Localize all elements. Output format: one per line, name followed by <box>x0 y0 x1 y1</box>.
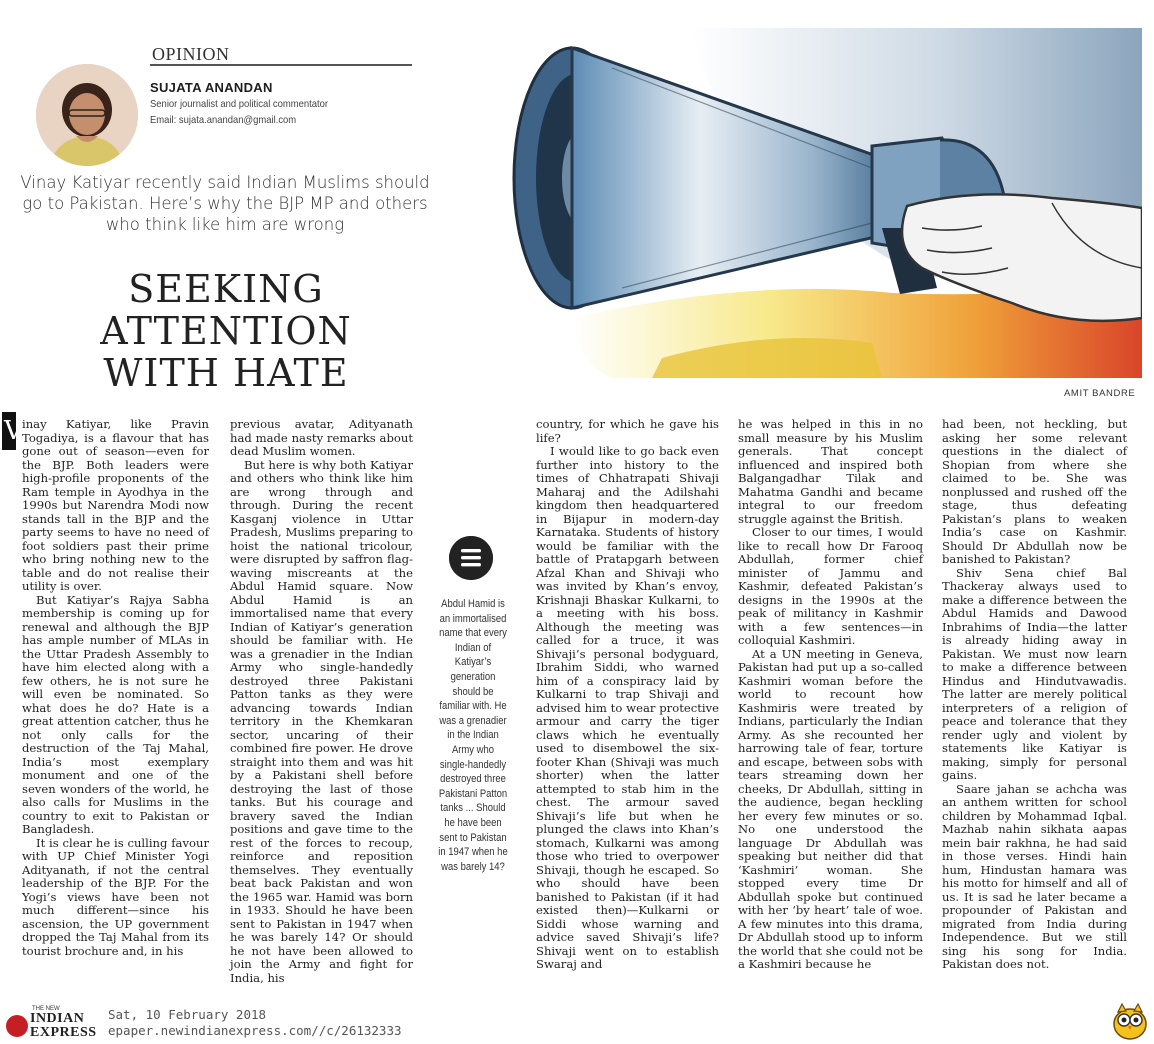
paragraph: inay Katiyar, like Pravin Togadiya, is a flavour that has gone out of season—even for the BJP. Both leaders were high-profile proponents of the Ram temple in Ayodhya in the 1990s but Narendra Modi now stands tall in the BJP and the party seems to have no need of foot soldiers past their prime who bring nothing new to the table and do not realise their utility is over. <box>22 417 209 593</box>
paragraph: But Katiyar’s Rajya Sabha membership is coming up for renewal and although the BJP has ample number of MLAs in the Uttar Pradesh Assembly to have him elected along with a few others, he is not sure he will even be nominated. So what does he do? Hate is a great attention catcher, thus he not only calls for the destruction of the Taj Mahal, India’s most exemplary monument and one of the seven wonders of the world, he also calls for Muslims in the country to exit to Pakistan or Bangladesh. <box>22 592 209 836</box>
author-role: Senior journalist and political commentator <box>150 98 329 110</box>
newspaper-logo[interactable] <box>30 1012 97 1040</box>
logo-line: INDIAN <box>30 1011 85 1026</box>
article-column-3 <box>536 418 719 972</box>
paragraph: At a UN meeting in Geneva, Pakistan had put up a so-called Kashmiri woman before the world to recount how Kashmiris were treated by Indians, particularly the Indian Army. As she recounted her harrowing tale of fear, torture and escape, between sobs with tears streaming down her cheeks, Dr Abdullah, sitting in the audience, began heckling her every few minutes or so. No one understood the language Dr Abdullah was speaking but neither did that ‘Kashmiri’ woman. She stopped every time Dr Abdullah spoke but continued with her ‘by heart’ tale of woe. A few minutes into this drama, Dr Abdullah stood up to inform the world that she could not be a Kashmiri because he <box>738 646 923 971</box>
megaphone-illustration <box>452 28 1142 378</box>
author-portrait <box>36 64 138 166</box>
paragraph: had been, not heckling, but asking her some relevant questions in the dialect of Shopian from where she claimed to be. She was nonplussed and rushed off the stage, thus defeating Pakistan’s plans to weaken India’s case on Kashmir. Should Dr Abdullah now be banished to Pakistan? <box>942 417 1127 566</box>
section-label: OPINION <box>152 44 230 64</box>
author-email[interactable]: Email: sujata.anandan@gmail.com <box>150 114 297 126</box>
headline <box>30 268 422 394</box>
newspaper-logo-small: THE NEW <box>32 1006 60 1012</box>
headline-line: WITH HATE <box>103 351 349 395</box>
newspaper-logo-mark <box>6 1015 28 1037</box>
owl-mascot-icon[interactable] <box>1112 1002 1148 1040</box>
paragraph: It is clear he is culling favour with UP Chief Minister Yogi Adityanath, if not the central leadership of the BJP. For the Yogi’s views have been not much different—since his ascension, the UP government dropped the Taj Mahal from its tourist brochure and, in his <box>22 835 209 958</box>
headline-line: SEEKING <box>128 267 324 311</box>
speech-bubble-icon <box>449 536 493 580</box>
paragraph: I would like to go back even further into history to the times of Chhatrapati Shivaji Maharaj and the Adilshahi kingdom then headquartered in Bijapur in modern-day Karnataka. Students of history would be familiar with the battle of Pratapgarh between Afzal Khan and Shivaji who was invited by Khan’s envoy, Krishnaji Bhaskar Kulkarni, to a meeting with his boss. Although the meeting was called for a truce, it was Shivaji’s personal bodyguard, Ibrahim Siddi, who warned him of a conspiracy laid by Kulkarni to trap Shivaji and advised him to wear protective armour and carry the tiger claws which he eventually used to disembowel the six-footer Khan (Shivaji was much shorter) when the latter attempted to stab him in the chest. The armour saved Shivaji’s life but when he plunged the claws into Khan’s stomach, Kulkarni was among those who tried to overpower Shivaji, though he escaped. So who should have been banished to Pakistan (if it had existed then)—Kulkarni or Siddi whose warning and advice saved Shivaji’s life? Shivaji went on to establish Swaraj and <box>536 444 719 971</box>
headline-line: ATTENTION <box>100 309 352 353</box>
article-column-1 <box>22 418 209 958</box>
article-column-2 <box>230 418 413 985</box>
paragraph: country, for which he gave his life? <box>536 417 719 445</box>
image-credit: AMIT BANDRE <box>1064 388 1136 399</box>
paragraph: Closer to our times, I would like to recall how Dr Farooq Abdullah, former chief minister of Jammu and Kashmir, defeated Pakistan’s designs in the 1990s at the peak of militancy in Kashmir with a few sentences—in colloquial Kashmiri. <box>738 525 923 647</box>
section-rule <box>150 64 412 66</box>
logo-line: EXPRESS <box>30 1025 97 1040</box>
article-column-4 <box>738 418 923 972</box>
standfirst: Vinay Katiyar recently said Indian Muslims should go to Pakistan. Here’s why the BJP MP and others who think like him are wrong <box>20 173 430 234</box>
article-column-5 <box>942 418 1127 972</box>
paragraph: But here is why both Katiyar and others who think like him are wrong through and through. During the recent Kasganj violence in Uttar Pradesh, Muslims preparing to hoist the national tricolour, were disrupted by saffron flag-waving miscreants at the Abdul Hamid square. Now Abdul Hamid is an immortalised name that every Indian of Katiyar’s generation should be familiar with. He was a grenadier in the Indian Army who single-handedly destroyed three Pakistani Patton tanks as they were advancing towards Indian territory in the Khemkaran sector, uncaring of their combined fire power. He drove straight into them and was hit by a Pakistani shell before destroying the last of those tanks. But his courage and bravery saved the Indian positions and gave time to the rest of the forces to recoup, reinforce and reposition themselves. They eventually beat back Pakistan and won the 1965 war. Hamid was born in 1933. Should he have been sent to Pakistan in 1947 when he was barely 14? Or should he not have been allowed to join the Army and fight for India, his <box>230 457 413 985</box>
paragraph: he was helped in this in no small measure by his Muslim generals. That concept influenced and inspired both Balgangadhar Tilak and Mahatma Gandhi and became integral to our freedom struggle against the British. <box>738 417 923 526</box>
edition-date: Sat, 10 February 2018 <box>108 1007 267 1022</box>
author-name: SUJATA ANANDAN <box>150 80 273 95</box>
edition-url[interactable]: epaper.newindianexpress.com//c/26132333 <box>108 1023 402 1038</box>
paragraph: previous avatar, Adityanath had made nasty remarks about dead Muslim women. <box>230 417 413 458</box>
drop-cap: V <box>4 416 23 446</box>
pull-quote: Abdul Hamid is an immortalised name that every Indian of Katiyar’s generation should be familiar with. He was a grenadier in the Indian Army who single-handedly destroyed three Pakistani Patton tanks ... Should he have been sent to Pakistan in 1947 when he was barely 14? <box>438 598 508 873</box>
paragraph: Shiv Sena chief Bal Thackeray always used to make a difference between the Abdul Hamids and Dawood Inbrahims of India—the latter is already hiding away in Pakistan. We must now learn to make a difference between Hindus and Hindutvawadis. The latter are merely political interpreters of a religion of peace and tolerance that they render ugly and violent by statements like Katiyar is making, simply for personal gains. <box>942 565 1127 782</box>
paragraph: Saare jahan se achcha was an anthem written for school children by Mohammad Iqbal. Mazhab nahin sikhata aapas mein bair rakhna, he had said in those verses. Hindi hain hum, Hindustan hamara was his motto for himself and all of us. It is sad he later became a propounder of Pakistan and migrated from India during Independence. But we still sing his song for India. Pakistan does not. <box>942 781 1127 971</box>
